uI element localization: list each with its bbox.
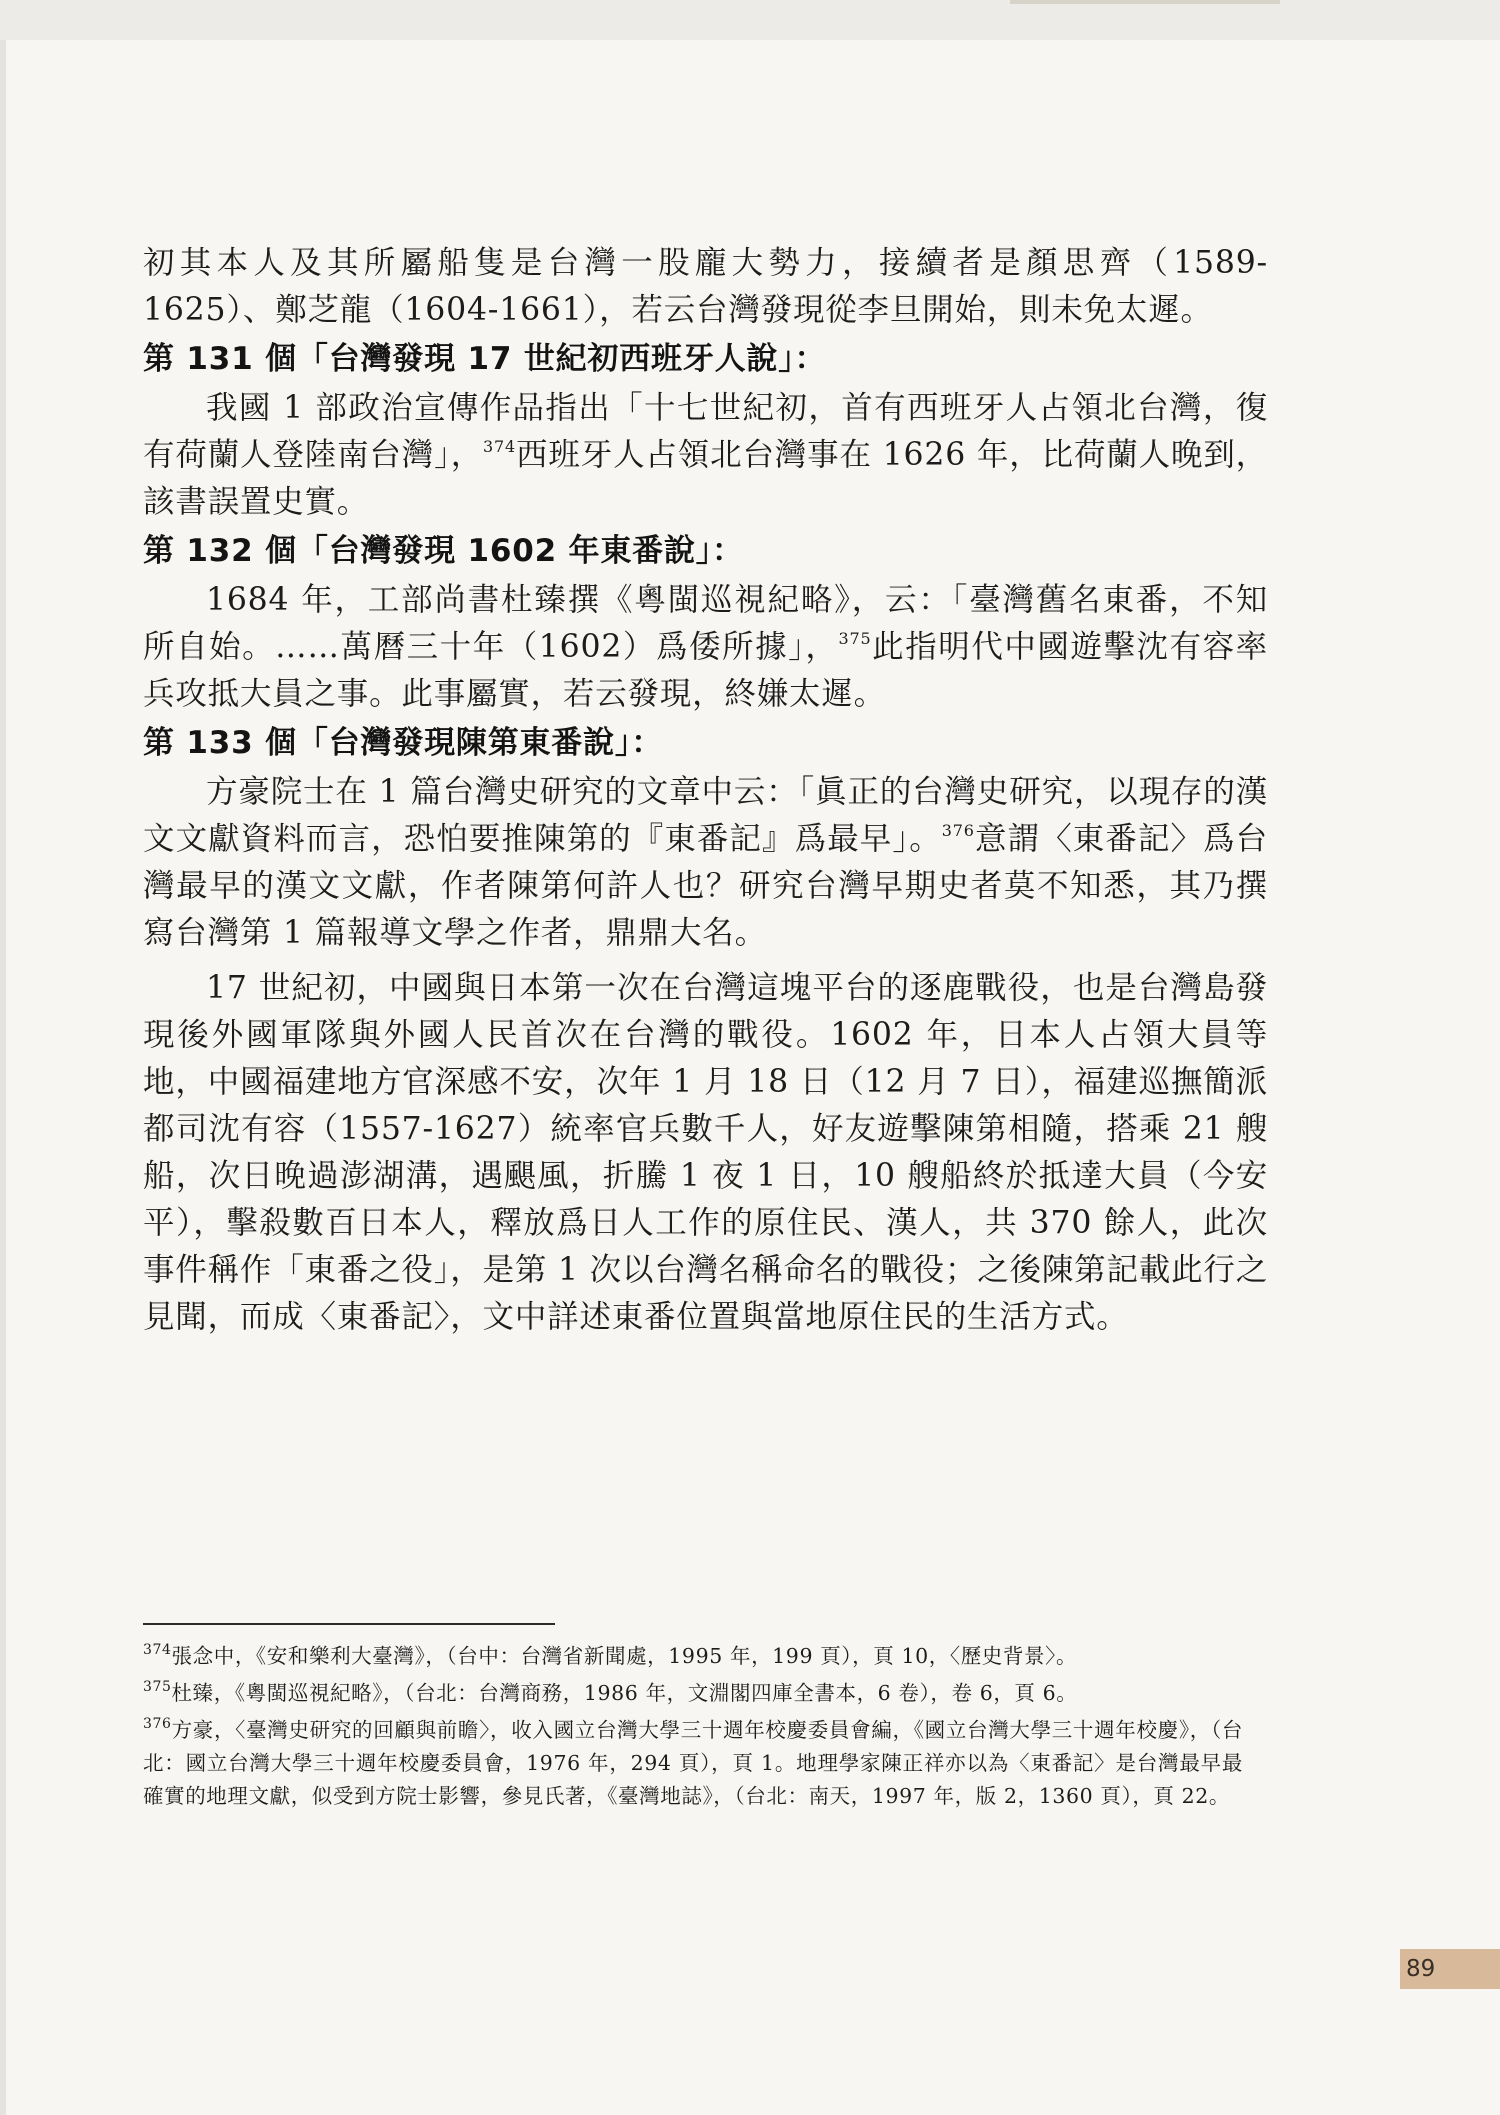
footnote-number: 374 (143, 1642, 172, 1658)
footnote-text: 杜臻，《粵閩巡視紀略》，（台北：台灣商務，1986 年，文淵閣四庫全書本，6 卷），卷 6，頁 6。 (171, 1681, 1078, 1705)
paragraph-133-second: 17 世紀初，中國與日本第一次在台灣這塊平台的逐鹿戰役，也是台灣島發現後外國軍隊與外國人民首次在台灣的戰役。1602 年，日本人占領大員等地，中國福建地方官深感不安，次年 1 月 18 日（12 月 7 日），福建巡撫簡派都司沈有容（1557-1627）統率官兵數千人，好友遊擊陳第相隨，搭乘 21 艘船，次日晚過澎湖溝，遇颶風，折騰 1 夜 1 日，10 艘船終於抵達大員（今安平），擊殺數百日本人，釋放爲日人工作的原住民、漢人，共 370 餘人，此次事件稱作「東番之役」，是第 1 次以台灣名稱命名的戰役；之後陳第記載此行之見聞，而成〈東番記〉，文中詳述東番位置與當地原住民的生活方式。 (143, 970, 1268, 1335)
footnote-text: 方豪，〈臺灣史研究的回顧與前瞻〉，收入國立台灣大學三十週年校慶委員會編，《國立台灣大學三十週年校慶》，（台北：國立台灣大學三十週年校慶委員會，1976 年，294 頁），頁 1。地理學家陳正祥亦以為〈東番記〉是台灣最早最確實的地理文獻，似受到方院士影響，參見氏著，《臺灣地誌》，（台北：南天，1997 年，版 2，1360 頁），頁 22。 (143, 1718, 1243, 1808)
footnote-text: 張念中，《安和樂利大臺灣》，（台中：台灣省新聞處，1995 年，199 頁），頁 10，〈歷史背景〉。 (171, 1644, 1078, 1668)
footnotes (143, 1640, 1243, 1817)
footnote-number: 375 (143, 1679, 172, 1695)
footnote-number: 376 (143, 1716, 172, 1732)
heading-131: 第 131 個「台灣發現 17 世紀初西班牙人說」： (143, 341, 827, 377)
footnote-ref-375[interactable]: 375 (838, 629, 872, 648)
footnote-ref-376[interactable]: 376 (941, 821, 975, 840)
footnote-374 (143, 1640, 1243, 1673)
paragraph-133-first (143, 769, 1268, 957)
heading-132: 第 132 個「台灣發現 1602 年東番說」： (143, 533, 744, 569)
page-number-tab (1400, 1949, 1500, 1989)
paragraph-132-text-a: 1684 年，工部尚書杜臻撰《粵閩巡視紀略》，云：「臺灣舊名東番，不知所自始。……萬曆三十年（1602）爲倭所據」， (143, 582, 1268, 665)
heading-133: 第 133 個「台灣發現陳第東番說」： (143, 725, 663, 761)
footnote-divider (143, 1623, 555, 1625)
footnote-376 (143, 1714, 1243, 1813)
scan-top-margin (0, 0, 1500, 40)
paragraph-131-text-b: 西班牙人占領北台灣事在 1626 年，比荷蘭人晚到，該書誤置史實。 (143, 437, 1268, 520)
main-text (143, 240, 1268, 1341)
paragraph-132-text-b: 此指明代中國遊擊沈有容率兵攻抵大員之事。此事屬實，若云發現，終嫌太遲。 (143, 629, 1268, 712)
paragraph-133-text-a: 方豪院士在 1 篇台灣史研究的文章中云：「眞正的台灣史研究，以現存的漢文文獻資料而言，恐怕要推陳第的『東番記』爲最早」。 (143, 774, 1268, 857)
paragraph-133-text-b: 意謂〈東番記〉爲台灣最早的漢文文獻，作者陳第何許人也？研究台灣早期史者莫不知悉，其乃撰寫台灣第 1 篇報導文學之作者，鼎鼎大名。 (143, 821, 1268, 951)
page-number: 89 (1406, 1956, 1436, 1982)
footnote-ref-374[interactable]: 374 (483, 437, 516, 456)
paragraph-132 (143, 577, 1268, 718)
footnote-375 (143, 1677, 1243, 1710)
paragraph-intro: 初其本人及其所屬船隻是台灣一股龐大勢力，接續者是顏思齊（1589-1625）、鄭芝龍（1604-1661），若云台灣發現從李旦開始，則未免太遲。 (143, 245, 1268, 328)
paragraph-131 (143, 385, 1268, 526)
paragraph-131-text-a: 我國 1 部政治宣傳作品指出「十七世紀初，首有西班牙人占領北台灣，復有荷蘭人登陸南台灣」， (143, 390, 1268, 473)
scan-edge-mark (1010, 0, 1280, 4)
